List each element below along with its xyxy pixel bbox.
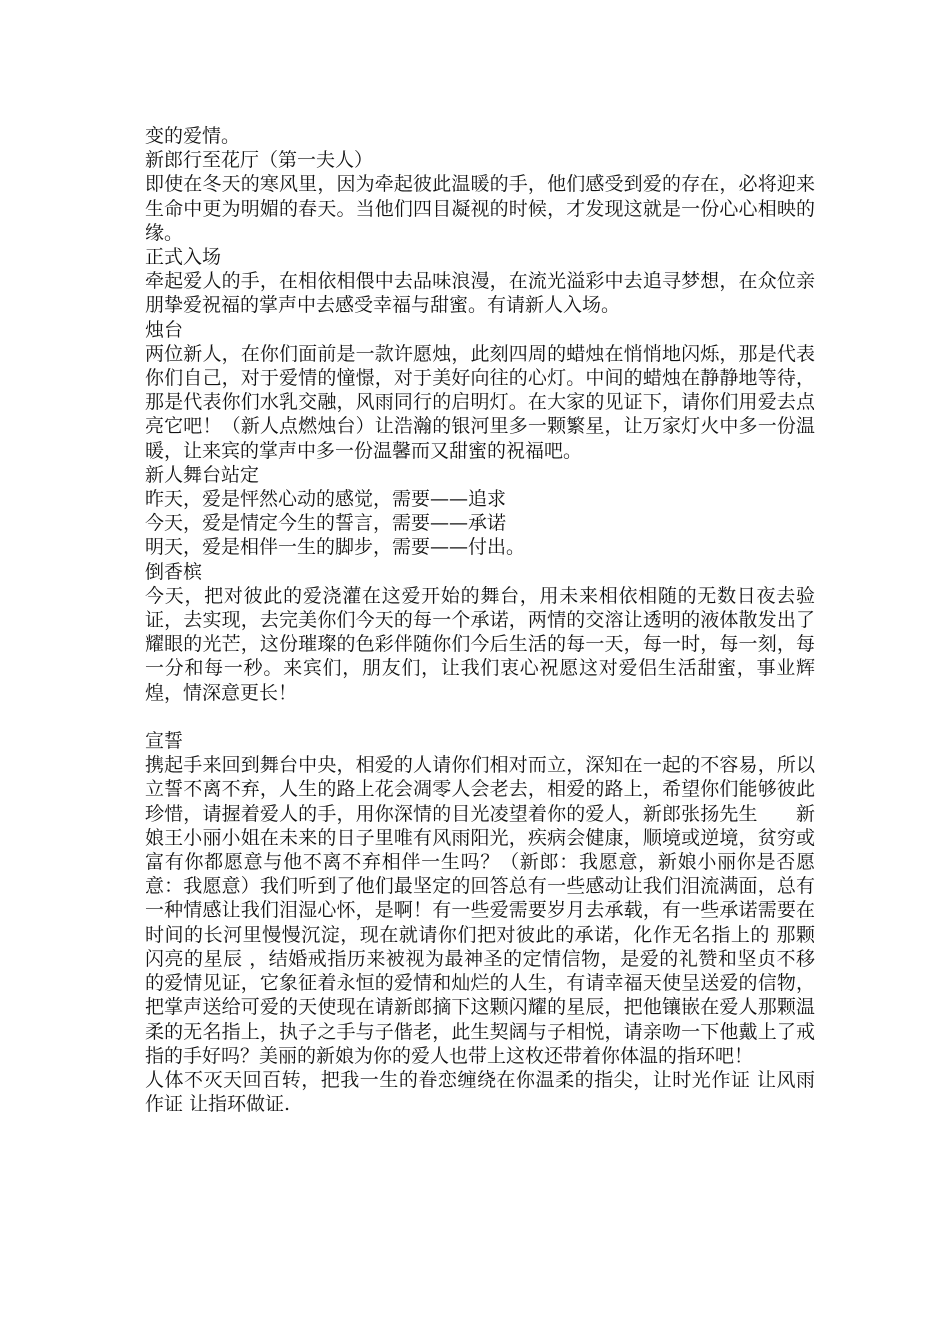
text-paragraph: 两位新人，在你们面前是一款许愿烛，此刻四周的蜡烛在悄悄地闪烁，那是代表你们自己，对于爱情的憧憬，对于美好向往的心灯。中间的蜡烛在静静地等待，那是代表你们水乳交融，风雨同行的启明灯。在大家的见证下，请你们用爱去点亮它吧！（新人点燃烛台）让浩瀚的银河里多一颗繁星，让万家灯火中多一份温暖，让来宾的掌声中多一份温馨而又甜蜜的祝福吧。 (145, 342, 815, 462)
document-body (145, 124, 815, 1116)
text-line: 昨天，爱是怦然心动的感觉，需要——追求 (145, 488, 507, 511)
text-paragraph: 变的爱情。 (145, 125, 241, 147)
section-heading-entrance: 正式入场 (145, 246, 222, 269)
section-heading-candle: 烛台 (145, 318, 184, 341)
section-heading-vows: 宣誓 (145, 730, 184, 753)
text-paragraph: 携起手来回到舞台中央，相爱的人请你们相对而立，深知在一起的不容易，所以立誓不离不弃，人生的路上花会凋零人会老去，相爱的路上，希望你们能够彼此珍惜，请握着爱人的手，用你深情的目光凌望着你的爱人，新郎张扬先生 新娘王小丽小姐在未来的日子里唯有风雨阳光，疾病会健康，顺境或逆境，贫穷或富有你都愿意与他不离不弃相伴一生吗？（新郎：我愿意，新娘小丽你是否愿意：我愿意）我们听到了他们最坚定的回答总有一些感动让我们泪流满面，总有一种情感让我们泪湿心怀，是啊！有一些爱需要岁月去承载，有一些承诺需要在时间的长河里慢慢沉淀，现在就请你们把对彼此的承诺，化作无名指上的 那颗闪亮的星辰 ，结婚戒指历来被视为最神圣的定情信物，是爱的礼赞和坚贞不移的爱情见证，它象征着永恒的爱情和灿烂的人生，有请幸福天使呈送爱的信物，把掌声送给可爱的天使现在请新郎摘下这颗闪耀的星辰，把他镶嵌在爱人那颗温柔的无名指上，执子之手与子偕老，此生契阔与子相悦，请亲吻一下他戴上了戒指的手好吗？美丽的新娘为你的爱人也带上这枚还带着你体温的指环吧！ (145, 754, 815, 1067)
text-paragraph: 人体不灭天回百转，把我一生的眷恋缠绕在你温柔的指尖，让时光作证 让风雨作证 让指环做证. (145, 1068, 815, 1116)
text-line: 今天，爱是情定今生的誓言，需要——承诺 (145, 512, 507, 535)
text-line: 明天，爱是相伴一生的脚步，需要——付出。 (145, 536, 526, 559)
blank-line (145, 705, 815, 729)
section-heading-champagne: 倒香槟 (145, 560, 203, 583)
text-paragraph: 即使在冬天的寒风里，因为牵起彼此温暖的手，他们感受到爱的存在，必将迎来生命中更为明媚的春天。当他们四目凝视的时候，才发现这就是一份心心相映的缘。 (145, 173, 815, 244)
section-heading-groom-enters: 新郎行至花厅（第一夫人） (145, 149, 374, 172)
text-paragraph: 牵起爱人的手，在相依相偎中去品味浪漫，在流光溢彩中去追寻梦想，在众位亲朋挚爱祝福的掌声中去感受幸福与甜蜜。有请新人入场。 (145, 270, 815, 317)
text-paragraph: 今天，把对彼此的爱浇灌在这爱开始的舞台，用未来相依相随的无数日夜去验证，去实现，去完美你们今天的每一个承诺，两情的交溶让透明的液体散发出了耀眼的光芒，这份璀璨的色彩伴随你们今后生活的每一天，每一时，每一刻，每一分和每一秒。来宾们，朋友们，让我们衷心祝愿这对爱侣生活甜蜜，事业辉煌，情深意更长！ (145, 584, 815, 704)
section-heading-stage: 新人舞台站定 (145, 463, 260, 486)
